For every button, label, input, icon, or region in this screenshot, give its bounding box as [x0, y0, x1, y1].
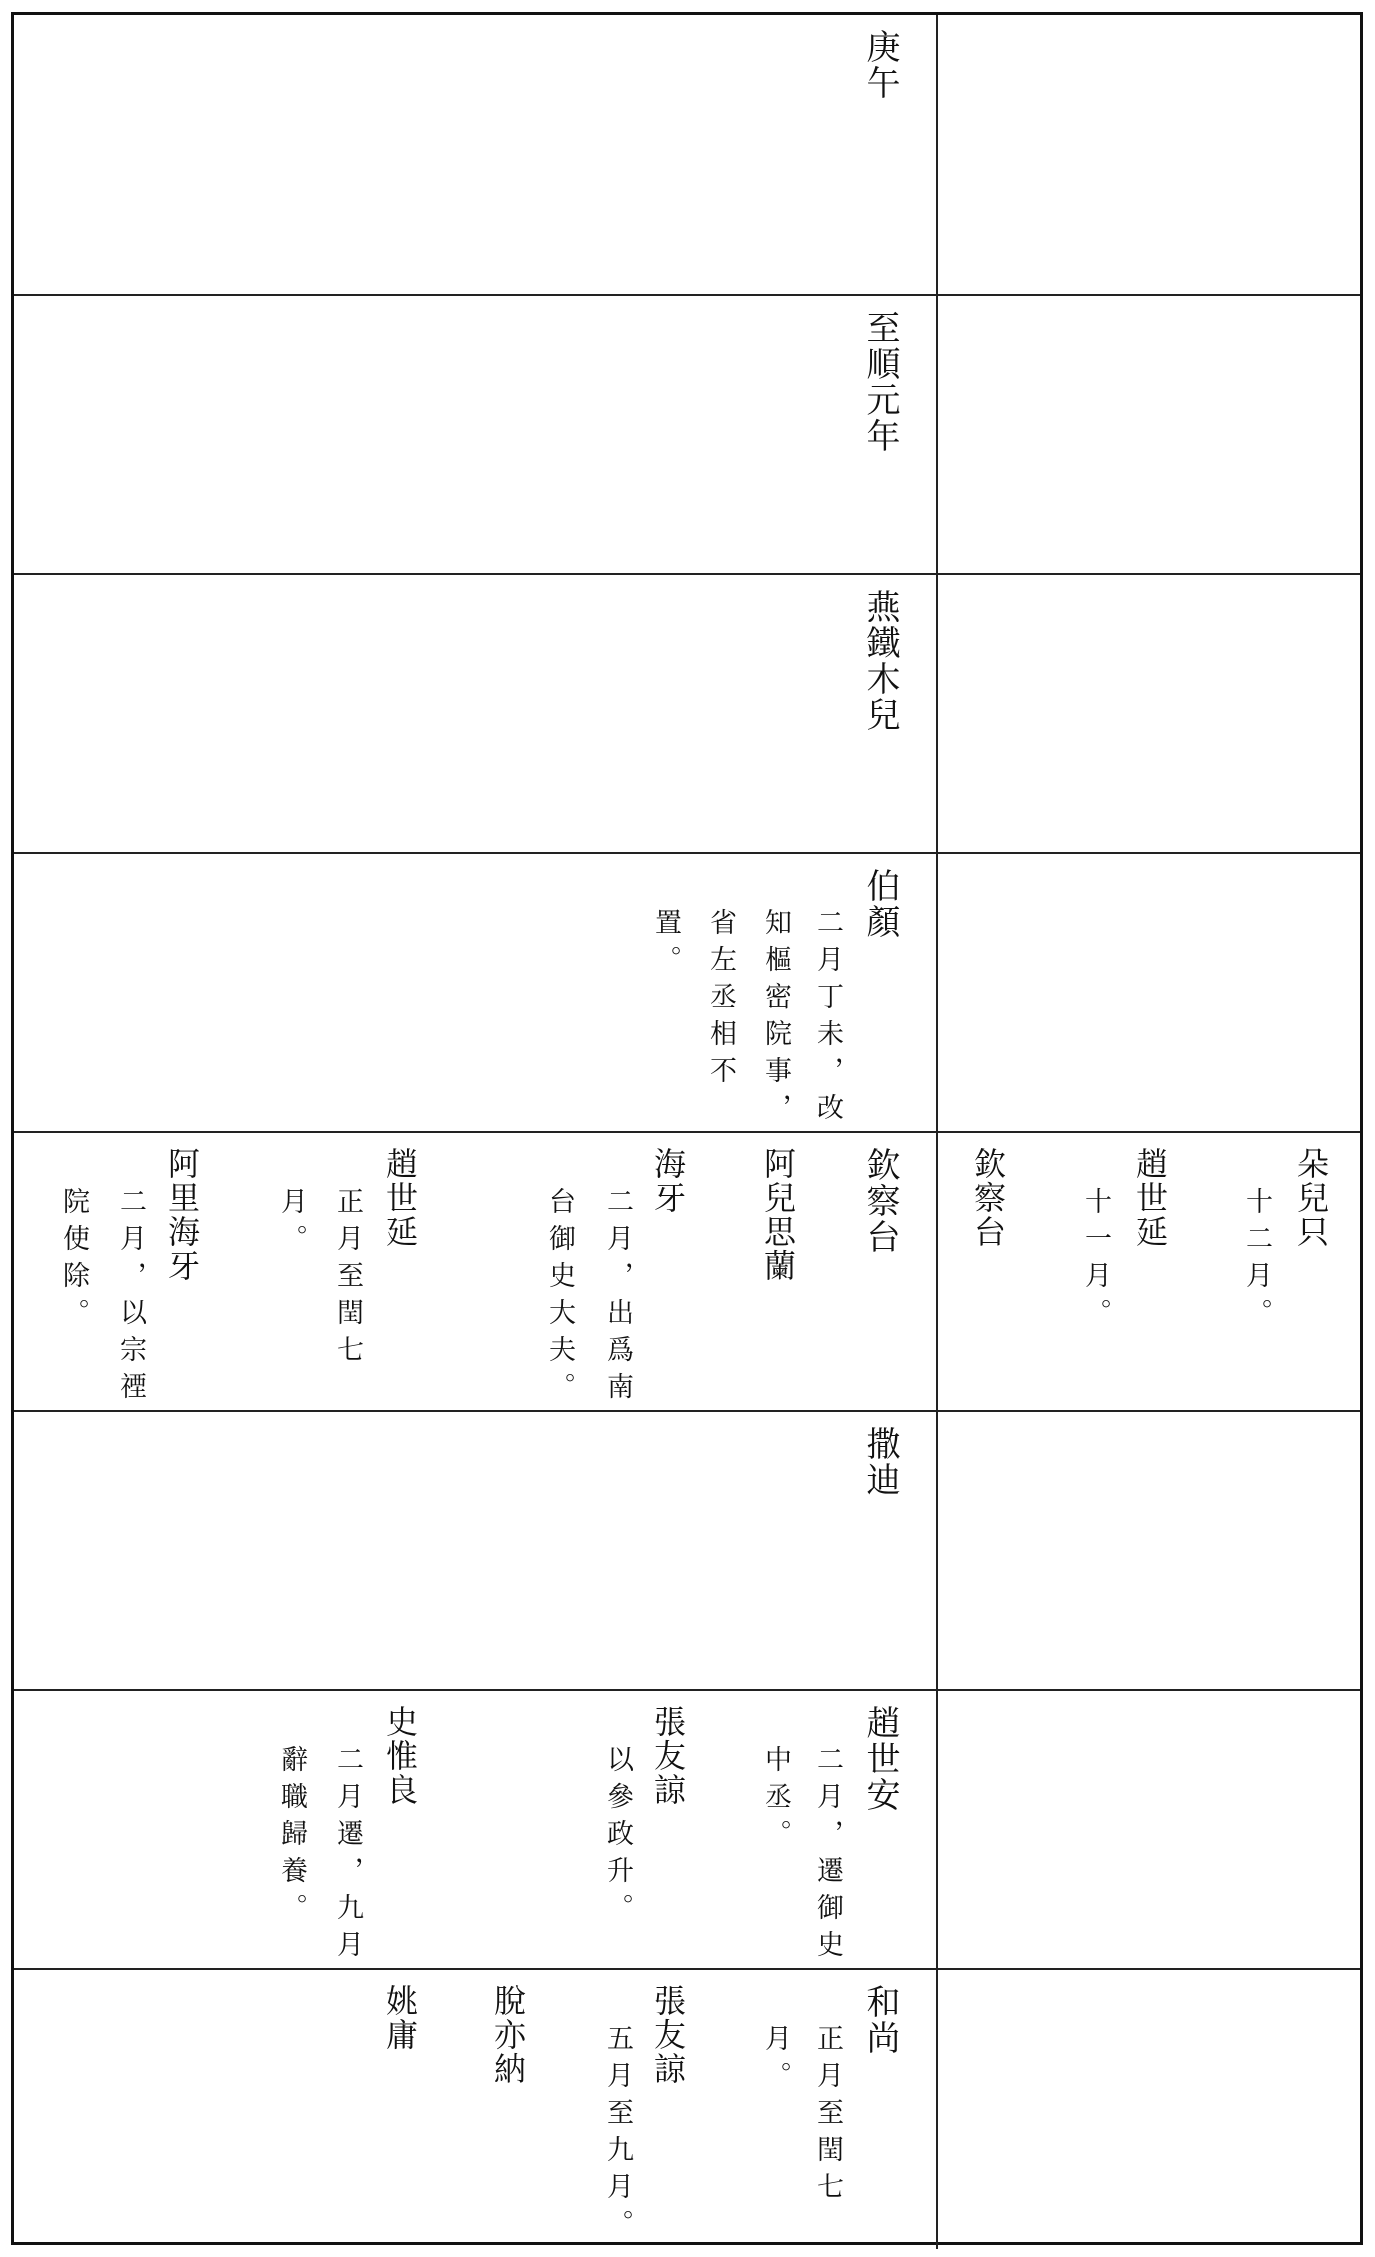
year-cell: 趙世安 [860, 1705, 900, 1813]
table-row [14, 1968, 1360, 2249]
official-name: 史惟良 [381, 1705, 419, 1807]
note-line: 二月遷，九月 [332, 1745, 363, 1967]
table-row [14, 294, 1360, 575]
official-name: 張友諒 [649, 1984, 687, 2086]
year-cell: 和尚 [860, 1984, 900, 2056]
note-line: 五月至九月。 [602, 2024, 633, 2246]
official-name: 趙世延 [381, 1147, 419, 1249]
note-line: 二月，遷御史 [812, 1745, 843, 1967]
official-name: 趙世延 [1131, 1147, 1169, 1249]
column-divider [936, 575, 938, 854]
column-divider [936, 15, 938, 294]
note-line: 中丞。 [760, 1745, 791, 1856]
column-divider [936, 1970, 938, 2249]
note-line: 正月至閏七 [812, 2024, 843, 2209]
official-name: 朵兒只 [1292, 1147, 1330, 1249]
note-line: 十二月。 [1241, 1187, 1272, 1335]
note-line: 二月，以宗禋 [115, 1187, 146, 1409]
note-line: 月。 [760, 2024, 791, 2098]
column-divider [936, 854, 938, 1133]
note-line: 十一月。 [1080, 1187, 1111, 1335]
note-line: 正月至閏七 [332, 1187, 363, 1372]
note-line: 院使除。 [58, 1187, 89, 1335]
table-row [14, 852, 1360, 1133]
year-cell: 撒迪 [860, 1426, 900, 1498]
official-name: 姚庸 [381, 1984, 419, 2052]
column-divider [936, 1691, 938, 1970]
column-divider [936, 296, 938, 575]
official-name: 張友諒 [649, 1705, 687, 1807]
official-name: 阿兒思蘭 [759, 1147, 797, 1283]
table-row [14, 573, 1360, 854]
official-name: 海牙 [649, 1147, 687, 1215]
column-divider [936, 1412, 938, 1691]
table-page [11, 12, 1363, 2245]
note-line: 知樞密院事， [760, 908, 791, 1130]
note-line: 二月，出爲南 [602, 1187, 633, 1409]
official-name: 阿里海牙 [163, 1147, 201, 1283]
note-line: 台御史大夫。 [544, 1187, 575, 1409]
year-cell: 庚午 [860, 29, 900, 101]
table-row [14, 1131, 1360, 1412]
year-cell: 伯顏 [860, 868, 900, 940]
note-line: 月。 [276, 1187, 307, 1261]
note-line: 省左丞相不 [705, 908, 736, 1093]
official-name: 欽察台 [969, 1147, 1007, 1249]
note-line: 二月丁未，改 [812, 908, 843, 1130]
table-row [14, 1410, 1360, 1691]
column-divider [936, 1133, 938, 1412]
year-cell: 欽察台 [860, 1147, 900, 1255]
note-line: 辭職歸養。 [276, 1745, 307, 1930]
year-cell: 至順元年 [860, 310, 900, 454]
note-line: 置。 [650, 908, 681, 982]
note-line: 以參政升。 [602, 1745, 633, 1930]
table-row [14, 1689, 1360, 1970]
official-name: 脫亦納 [489, 1984, 527, 2086]
year-cell: 燕鐵木兒 [860, 589, 900, 733]
table-row [14, 15, 1360, 294]
